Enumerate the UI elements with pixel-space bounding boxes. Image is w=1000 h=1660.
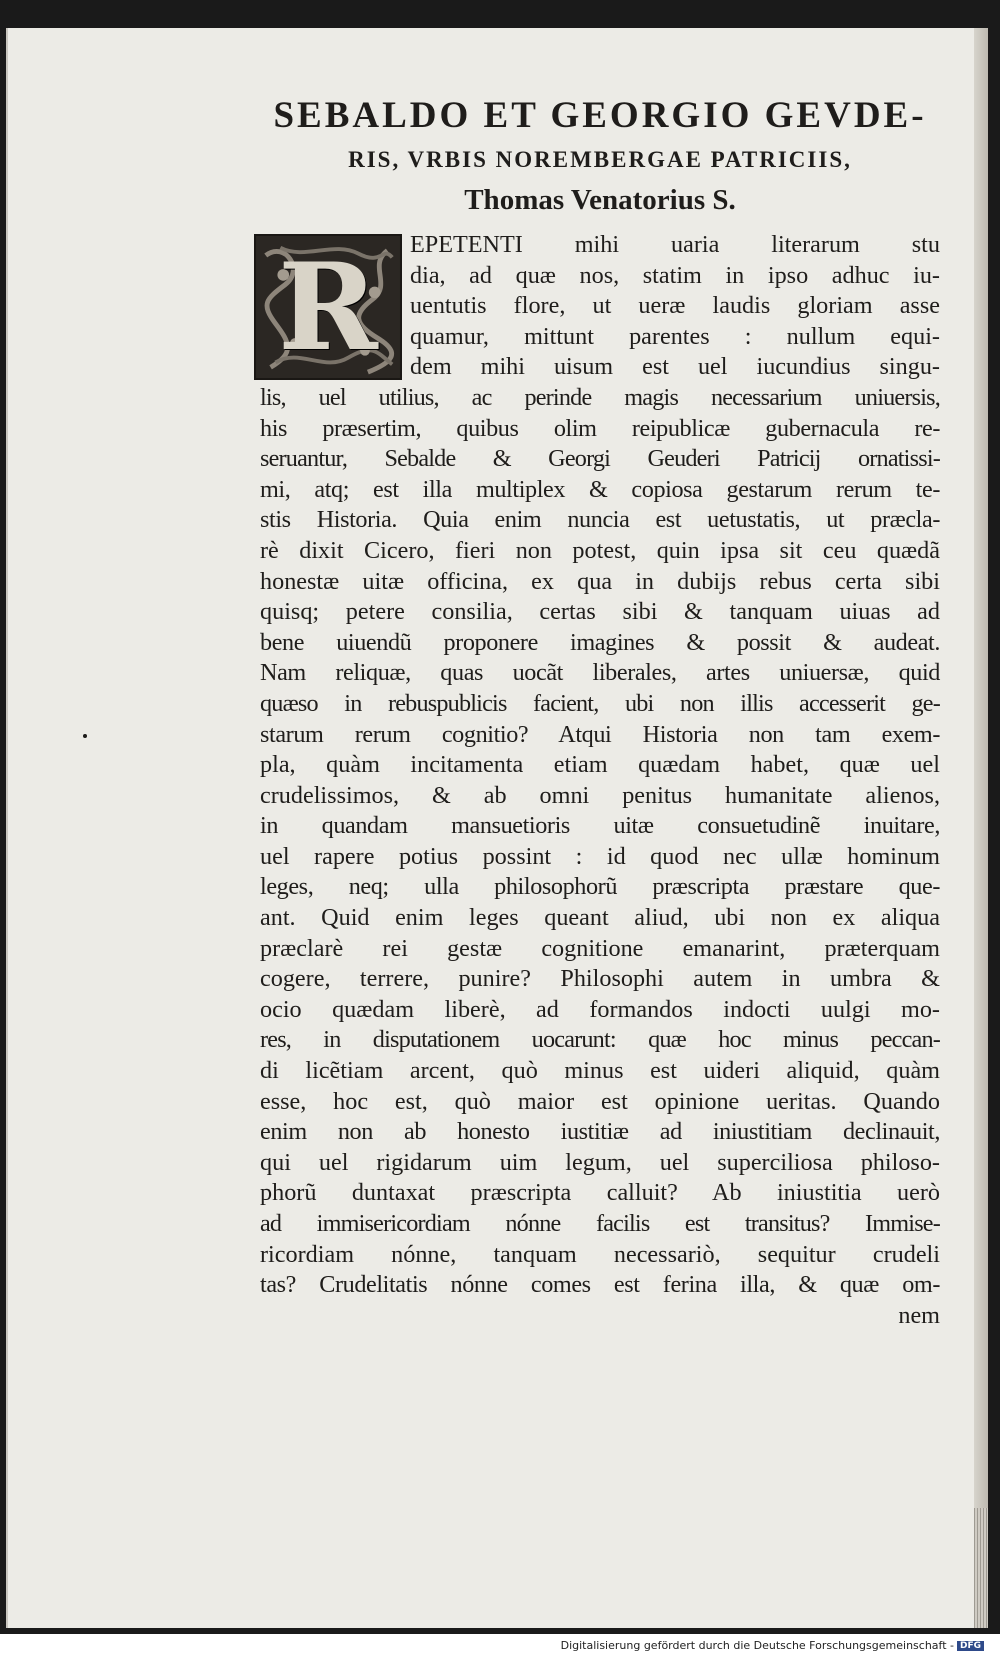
text-line: quamur, mittunt parentes : nullum equi- <box>410 322 940 350</box>
body-text <box>260 230 940 1331</box>
catchword: nem <box>898 1301 940 1329</box>
text-line: bene uiuendũ proponere imagines & possit & audeat. <box>260 628 940 656</box>
text-line: in quandam mansuetioris uitæ consuetudinẽ inuitare, <box>260 812 940 840</box>
dedication-heading-line-2: RIS, VRBIS NOREMBERGAE PATRICIIS, <box>348 147 852 172</box>
page-edge <box>974 28 988 1628</box>
text-line: res, in disputationem uocarunt: quæ hoc minus peccan- <box>260 1026 940 1054</box>
text-line: quisq; petere consilia, certas sibi & tanquam uiuas ad <box>260 598 940 626</box>
text-line: uel rapere potius possint : id quod nec ullæ hominum <box>260 842 940 870</box>
text-line: quæso in rebuspublicis facient, ubi non illis accesserit ge- <box>260 689 940 717</box>
book-page <box>6 28 988 1628</box>
text-line: ad immisericordiam nónne facilis est transitus? Immise- <box>260 1210 940 1237</box>
text-line: esse, hoc est, quò maior est opinione ueritas. Quando <box>260 1087 940 1115</box>
text-line: lis, uel utilius, ac perinde magis necessarium uniuersis, <box>260 383 940 411</box>
text-line: mi, atq; est illa multiplex & copiosa gestarum rerum te- <box>260 475 940 503</box>
dedication-author-line: Thomas Venatorius S. <box>464 184 736 216</box>
text-line: honestæ uitæ officina, ex qua in dubijs rebus certa sibi <box>260 567 940 595</box>
text-line: EPETENTI mihi uaria literarum stu <box>410 231 940 258</box>
text-line: pla, quàm incitamenta etiam quædam habet, quæ uel <box>260 751 940 779</box>
dfg-logo-icon: DFG <box>957 1641 984 1651</box>
text-line: ricordiam nónne, tanquam necessariò, sequitur crudeli <box>260 1240 940 1268</box>
text-line: uentutis flore, ut ueræ laudis gloriam asse <box>410 292 940 320</box>
text-line: seruantur, Sebalde & Georgi Geuderi Patricij ornatissi- <box>260 445 940 473</box>
text-line: his præsertim, quibus olim reipublicæ gubernacula re- <box>260 414 940 442</box>
text-line: ant. Quid enim leges queant aliud, ubi non ex aliqua <box>260 904 940 932</box>
text-line: qui uel rigidarum uim legum, uel superciliosa philoso- <box>260 1148 940 1176</box>
text-line: leges, neq; ulla philosophorũ præscripta præstare que- <box>260 873 940 901</box>
text-line: crudelissimos, & ab omni penitus humanitate alienos, <box>260 781 940 809</box>
text-line: stis Historia. Quia enim nuncia est uetustatis, ut præcla- <box>260 506 940 534</box>
text-block <box>260 92 940 1331</box>
text-line: phorũ duntaxat præscripta calluit? Ab iniustitia uerò <box>260 1179 940 1207</box>
text-line: cogere, terrere, punire? Philosophi autem in umbra & <box>260 965 940 993</box>
text-line: Nam reliquæ, quas uocãt liberales, artes uniuersæ, quid <box>260 659 940 687</box>
text-line: enim non ab honesto iustitiæ ad iniustitiam declinauit, <box>260 1118 940 1146</box>
text-line: tas? Crudelitatis nónne comes est ferina illa, & quæ om- <box>260 1271 940 1299</box>
decorated-initial <box>254 234 402 380</box>
text-line: dem mihi uisum est uel iucundius singu- <box>410 353 940 381</box>
digitization-footer <box>0 1634 1000 1660</box>
funding-credit <box>561 1639 984 1652</box>
text-line: rè dixit Cicero, fieri non potest, quin ipsa sit ceu quædã <box>260 536 940 564</box>
funding-credit-text: Digitalisierung gefördert durch die Deutsche Forschungsgemeinschaft - <box>560 1639 954 1652</box>
text-line: di licẽtiam arcent, quò minus est uideri aliquid, quàm <box>260 1057 940 1085</box>
initial-letter: R <box>278 237 378 378</box>
text-line: starum rerum cognitio? Atqui Historia non tam exem- <box>260 720 940 748</box>
text-line: dia, ad quæ nos, statim in ipso adhuc iu- <box>410 261 940 289</box>
text-line: ocio quædam liberè, ad formandos indocti uulgi mo- <box>260 995 940 1023</box>
text-line: præclarè rei gestæ cognitione emanarint, præterquam <box>260 934 940 962</box>
dedication-heading-line-1: SEBALDO ET GEORGIO GEVDE- <box>273 95 927 136</box>
ink-speck <box>83 734 87 738</box>
